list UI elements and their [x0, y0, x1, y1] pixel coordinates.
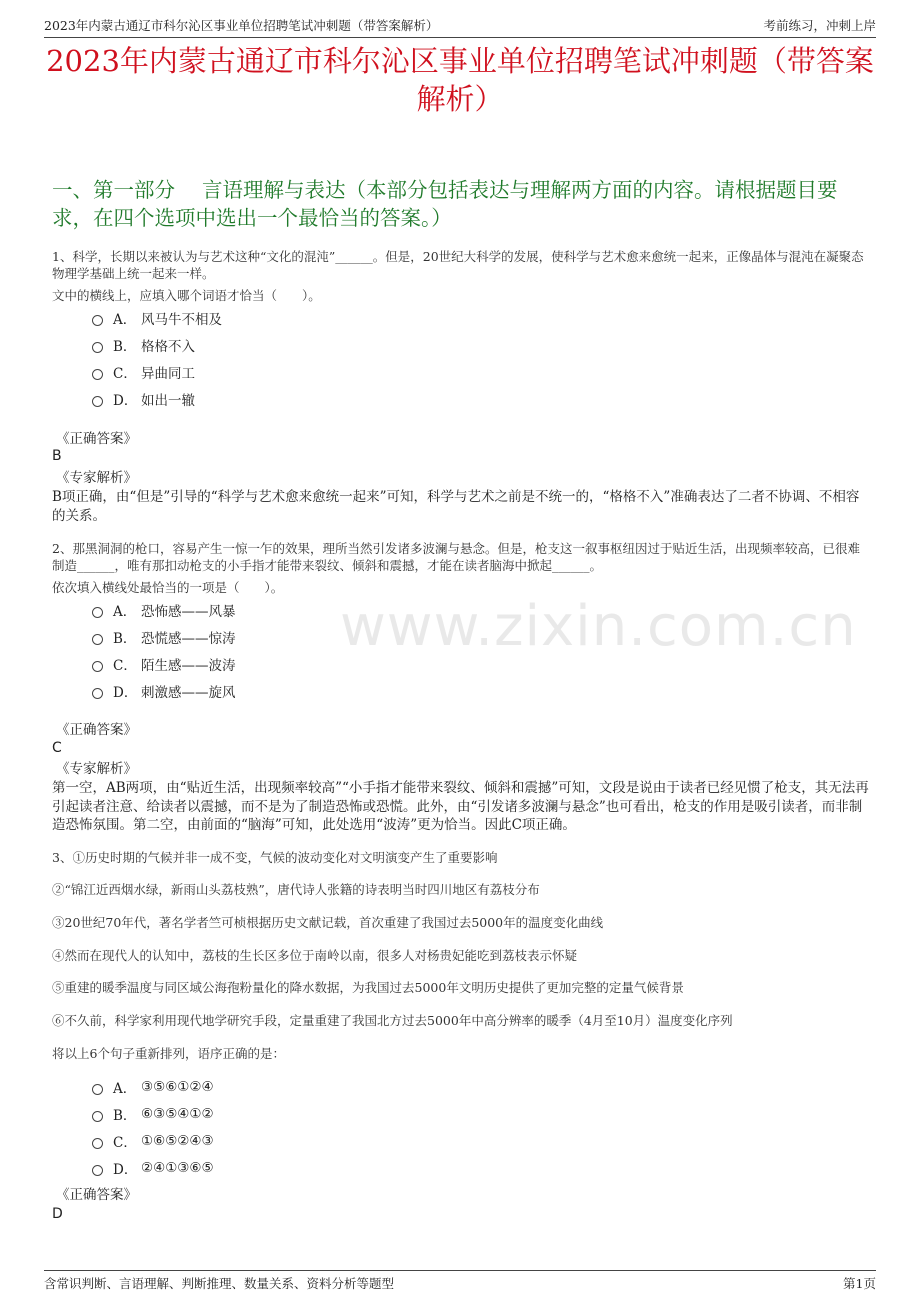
watermark: www.zixin.com.cn	[340, 594, 857, 659]
answer-label: 《正确答案》	[56, 431, 137, 447]
page-header	[44, 10, 876, 38]
option-a[interactable]: A． 恐怖感——风暴	[92, 596, 236, 623]
radio-icon[interactable]	[92, 396, 103, 407]
answer-label: 《正确答案》	[56, 1187, 137, 1203]
radio-icon[interactable]	[92, 1084, 103, 1095]
option-b[interactable]: B． 恐慌感——惊涛	[92, 623, 236, 650]
question-3-answer: D	[52, 1206, 63, 1222]
question-3-options	[92, 1073, 214, 1181]
question-1-answer: B	[52, 448, 62, 464]
radio-icon[interactable]	[92, 369, 103, 380]
section-title: 一、第一部分 言语理解与表达（本部分包括表达与理解两方面的内容。请根据题目要求，在四个选项中选出一个最恰当的答案。）	[52, 178, 838, 230]
question-1-prompt: 文中的横线上，应填入哪个词语才恰当（ ）。	[52, 288, 321, 303]
radio-icon[interactable]	[92, 315, 103, 326]
question-3-sentence-5: ⑤重建的暖季温度与同区域公海孢粉量化的降水数据，为我国过去5000年文明历史提供了更加完整的定量气候背景	[52, 980, 684, 995]
question-3-sentence-1: 3、①历史时期的气候并非一成不变，气候的波动变化对文明演变产生了重要影响	[52, 850, 498, 865]
question-1-analysis: B项正确，由“但是”引导的“科学与艺术愈来愈统一起来”可知，科学与艺术之前是不统一的，“格格不入”准确表达了二者不协调、不相容的关系。	[52, 489, 860, 524]
radio-icon[interactable]	[92, 607, 103, 618]
radio-icon[interactable]	[92, 688, 103, 699]
question-2-prompt: 依次填入横线处最恰当的一项是（ ）。	[52, 580, 284, 595]
radio-icon[interactable]	[92, 342, 103, 353]
radio-icon[interactable]	[92, 1165, 103, 1176]
question-2-analysis: 第一空，AB两项，由“贴近生活，出现频率较高”“小手指才能带来裂纹、倾斜和震撼”可知，文段是说由于读者已经见惯了枪支，其无法再引起读者注意、给读者以震撼，而不是为了制造恐怖或恐慌。此外，由“引发诸多波澜与悬念”也可看出，枪支的作用是吸引读者，而非制造恐怖氛围。第二空，由前面的“脑海”可知，此处选用“波涛”更为恰当。因此C项正确。	[52, 780, 869, 833]
analysis-label: 《专家解析》	[56, 761, 137, 777]
option-c[interactable]: C． ①⑥⑤②④③	[92, 1127, 214, 1154]
option-d[interactable]: D． 刺激感——旋风	[92, 677, 236, 704]
radio-icon[interactable]	[92, 1138, 103, 1149]
question-1-options	[92, 304, 222, 412]
option-c[interactable]: C． 异曲同工	[92, 358, 222, 385]
question-2-answer: C	[52, 740, 62, 756]
option-d[interactable]: D． ②④①③⑥⑤	[92, 1154, 214, 1181]
radio-icon[interactable]	[92, 634, 103, 645]
option-d[interactable]: D． 如出一辙	[92, 385, 222, 412]
option-c[interactable]: C． 陌生感——波涛	[92, 650, 236, 677]
question-2-options	[92, 596, 236, 704]
footer-note: 含常识判断、言语理解、判断推理、数量关系、资料分析等题型	[44, 1276, 395, 1291]
page-number: 第1页	[843, 1276, 876, 1291]
analysis-label: 《专家解析》	[56, 470, 137, 486]
header-doc-title: 2023年内蒙古通辽市科尔沁区事业单位招聘笔试冲刺题（带答案解析）	[44, 18, 439, 33]
answer-label: 《正确答案》	[56, 722, 137, 738]
radio-icon[interactable]	[92, 1111, 103, 1122]
header-slogan: 考前练习，冲刺上岸	[763, 18, 876, 33]
option-b[interactable]: B． ⑥③⑤④①②	[92, 1100, 214, 1127]
page-title: 2023年内蒙古通辽市科尔沁区事业单位招聘笔试冲刺题（带答案解析）	[46, 44, 874, 116]
question-3-sentence-2: ②“锦江近西烟水绿，新雨山头荔枝熟”，唐代诗人张籍的诗表明当时四川地区有荔枝分布	[52, 882, 540, 897]
option-b[interactable]: B． 格格不入	[92, 331, 222, 358]
page-footer	[44, 1270, 876, 1295]
question-3-sentence-3: ③20世纪70年代，著名学者竺可桢根据历史文献记载，首次重建了我国过去5000年的温度变化曲线	[52, 915, 604, 930]
option-a[interactable]: A． 风马牛不相及	[92, 304, 222, 331]
question-1-stem: 1、科学，长期以来被认为与艺术这种“文化的混沌”______。但是，20世纪大科学的发展，使科学与艺术愈来愈统一起来，正像晶体与混沌在凝聚态物理学基础上统一起来一样。	[52, 249, 864, 281]
option-a[interactable]: A． ③⑤⑥①②④	[92, 1073, 214, 1100]
question-3-prompt: 将以上6个句子重新排列，语序正确的是：	[52, 1046, 285, 1061]
radio-icon[interactable]	[92, 661, 103, 672]
question-3-sentence-6: ⑥不久前，科学家利用现代地学研究手段，定量重建了我国北方过去5000年中高分辨率的暖季（4月至10月）温度变化序列	[52, 1013, 733, 1028]
question-3-sentence-4: ④然而在现代人的认知中，荔枝的生长区多位于南岭以南，很多人对杨贵妃能吃到荔枝表示怀疑	[52, 948, 578, 963]
question-2-stem: 2、那黑洞洞的枪口，容易产生一惊一乍的效果，理所当然引发诸多波澜与悬念。但是，枪支这一叙事枢纽因过于贴近生活，出现频率较高，已很难制造______，唯有那扣动枪支的小手指才能带来裂纹、倾斜和震撼，才能在读者脑海中掀起______。	[52, 541, 860, 573]
